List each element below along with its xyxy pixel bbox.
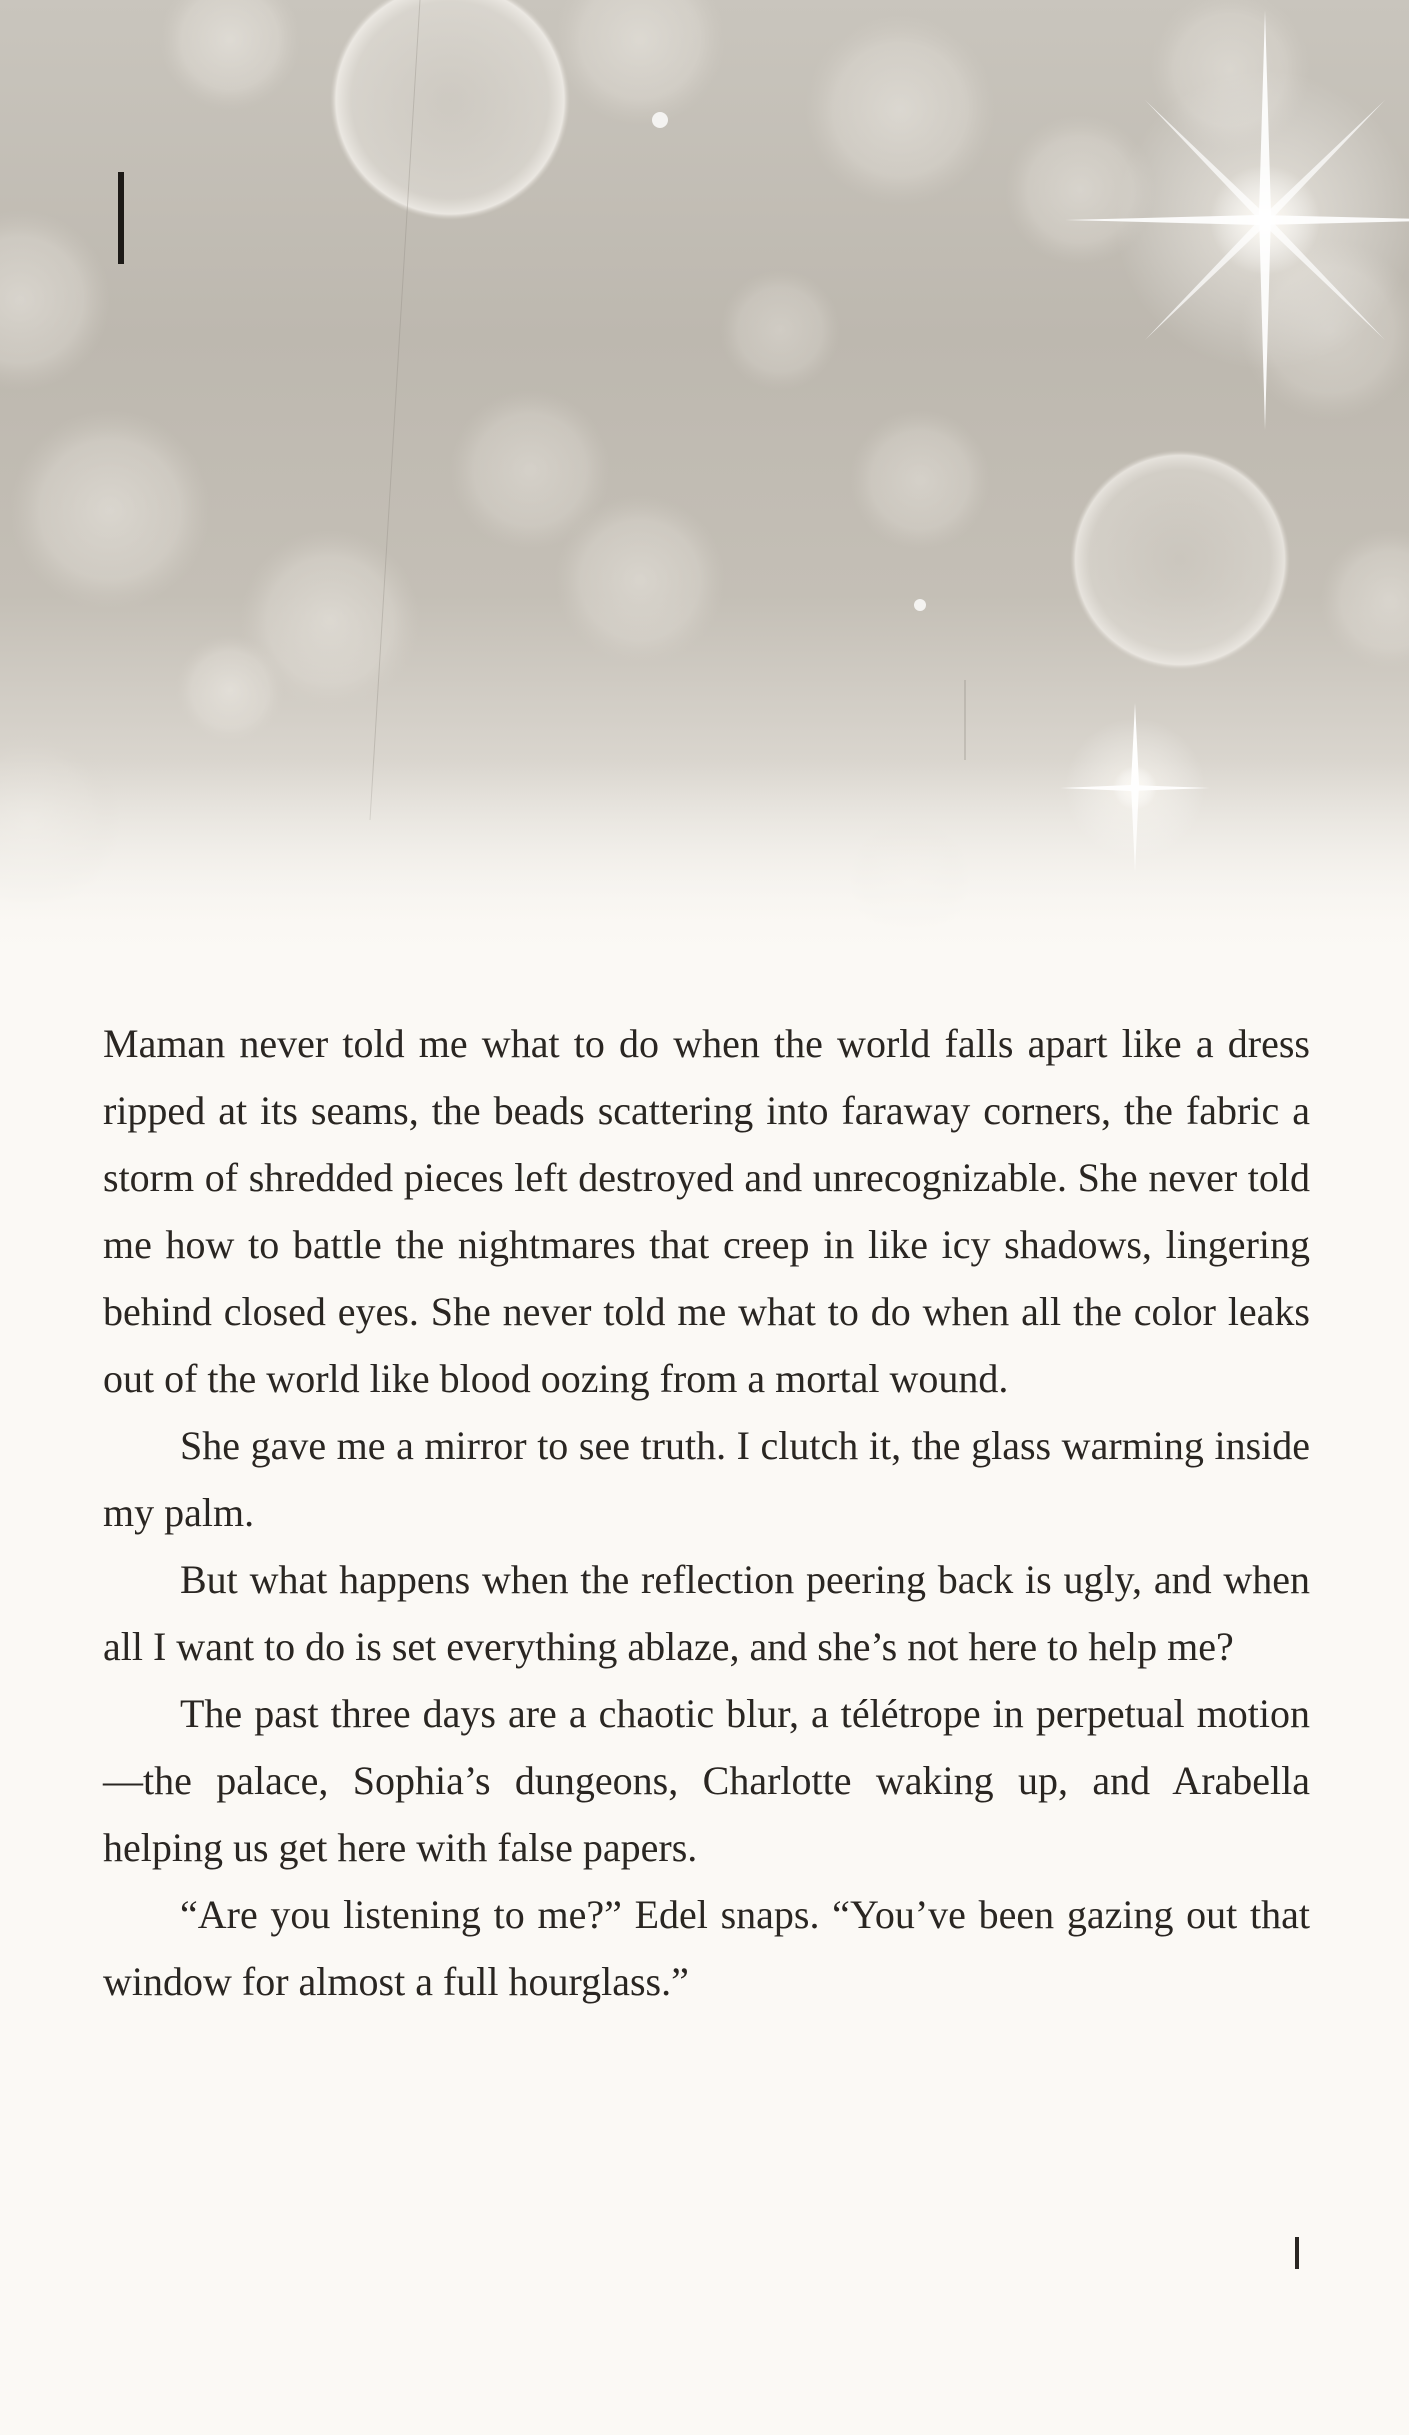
paragraph: Maman never told me what to do when the world falls apart like a dress ripped at its seams, the beads scattering into faraway corners, the fabric a storm of shredded pieces left destroyed and unrecognizable. She never told me how to battle the nightmares that creep in like icy shadows, lingering behind closed eyes. She never told me what to do when all the color leaks out of the world like blood oozing from a mortal wound. xyxy=(103,1021,1310,1401)
bokeh-sparkle-illustration xyxy=(0,0,1409,960)
chapter-header-bokeh-image xyxy=(0,0,1409,960)
chapter-body xyxy=(103,1010,1310,2015)
paragraph: She gave me a mirror to see truth. I clutch it, the glass warming inside my palm. xyxy=(103,1423,1310,1535)
paragraph: But what happens when the reflection peering back is ugly, and when all I want to do is set everything ablaze, and she’s not here to help me? xyxy=(103,1557,1310,1669)
chapter-number-mark xyxy=(118,172,124,264)
paragraph: “Are you listening to me?” Edel snaps. “You’ve been gazing out that window for almost a full hourglass.” xyxy=(103,1892,1310,2004)
page-number-mark xyxy=(1295,2237,1299,2269)
paragraph: The past three days are a chaotic blur, a télétrope in perpetual motion—the palace, Sophia’s dungeons, Charlotte waking up, and Arabella helping us get here with false papers. xyxy=(103,1691,1310,1870)
